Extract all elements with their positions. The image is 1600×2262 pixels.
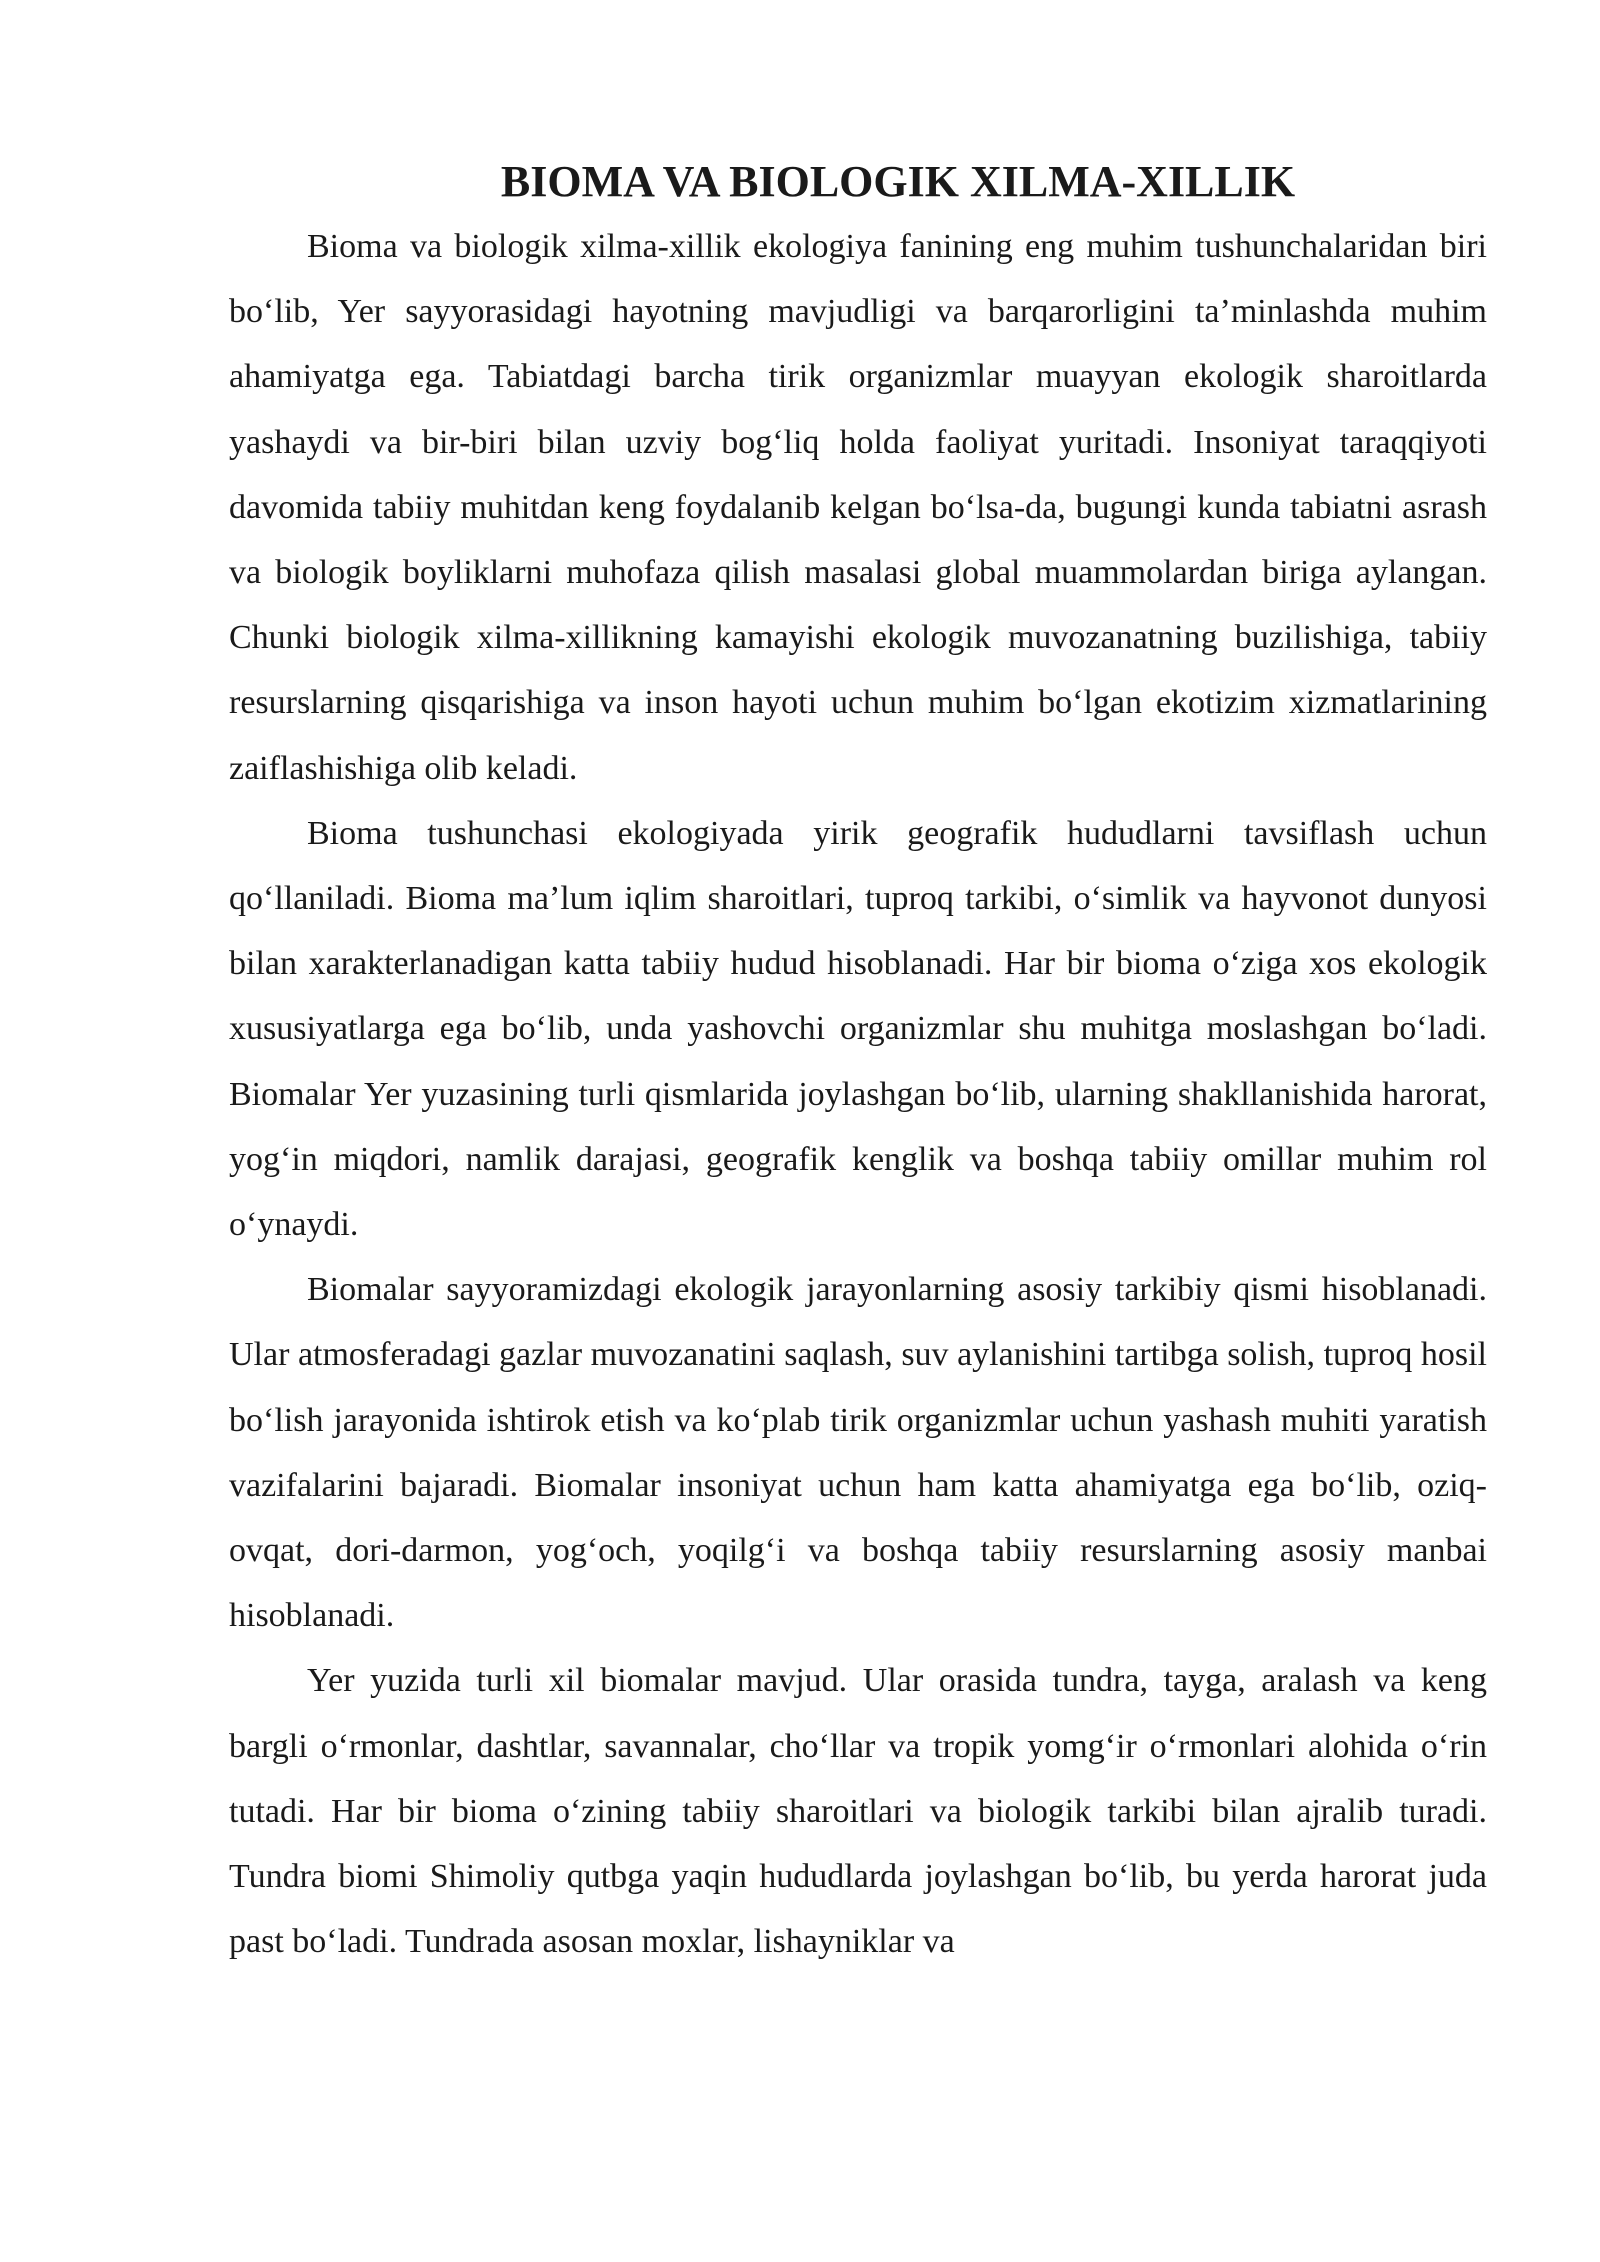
paragraph: Yer yuzida turli xil biomalar mavjud. Ular orasida tundra, tayga, aralash va keng bargli o‘rmonlar, dashtlar, savannalar, cho‘llar va tropik yomg‘ir o‘rmonlari alohida o‘rin tutadi. Har bir bioma o‘zining tabiiy sharoitlari va biologik tarkibi bilan ajralib turadi. Tundra biomi Shimoliy qutbga yaqin hududlarda joylashgan bo‘lib, bu yerda harorat juda past bo‘ladi. Tundrada asosan moxlar, lishayniklar va (229, 1662, 1487, 1961)
paragraph: Biomalar sayyoramizdagi ekologik jarayonlarning asosiy tarkibiy qismi hisoblanadi. Ular atmosferadagi gazlar muvozanatini saqlash, suv aylanishini tartibga solish, tuproq hosil bo‘lish jarayonida ishtirok etish va ko‘plab tirik organizmlar uchun yashash muhiti yaratish vazifalarini bajaradi. Biomalar insoniyat uchun ham katta ahamiyatga ega bo‘lib, oziq-ovqat, dori-darmon, yog‘och, yoqilg‘i va boshqa tabiiy resurslarning asosiy manbai hisoblanadi. (229, 1271, 1487, 1635)
paragraph: Bioma tushunchasi ekologiyada yirik geografik hududlarni tavsiflash uchun qo‘llaniladi. Bioma ma’lum iqlim sharoitlari, tuproq tarkibi, o‘simlik va hayvonot dunyosi bilan xarakterlanadigan katta tabiiy hudud hisoblanadi. Har bir bioma o‘ziga xos ekologik xususiyatlarga ega bo‘lib, unda yashovchi organizmlar shu muhitga moslashgan bo‘ladi. Biomalar Yer yuzasining turli qismlarida joylashgan bo‘lib, ularning shakllanishida harorat, yog‘in miqdori, namlik darajasi, geografik kenglik va boshqa tabiiy omillar muhim rol o‘ynaydi. (229, 814, 1487, 1244)
document-title: BIOMA VA BIOLOGIK XILMA-XILLIK (500, 157, 1296, 206)
document-body (229, 150, 1487, 1974)
paragraph: Bioma va biologik xilma-xillik ekologiya fanining eng muhim tushunchalaridan biri bo‘lib, Yer sayyorasidagi hayotning mavjudligi va barqarorligini ta’minlashda muhim ahamiyatga ega. Tabiatdagi barcha tirik organizmlar muayyan ekologik sharoitlarda yashaydi va bir-biri bilan uzviy bog‘liq holda faoliyat yuritadi. Insoniyat taraqqiyoti davomida tabiiy muhitdan keng foydalanib kelgan bo‘lsa-da, bugungi kunda tabiatni asrash va biologik boyliklarni muhofaza qilish masalasi global muammolardan biriga aylangan. Chunki biologik xilma-xillikning kamayishi ekologik muvozanatning buzilishiga, tabiiy resurslarning qisqarishiga va inson hayoti uchun muhim bo‘lgan ekotizim xizmatlarining zaiflashishiga olib keladi. (229, 228, 1487, 787)
